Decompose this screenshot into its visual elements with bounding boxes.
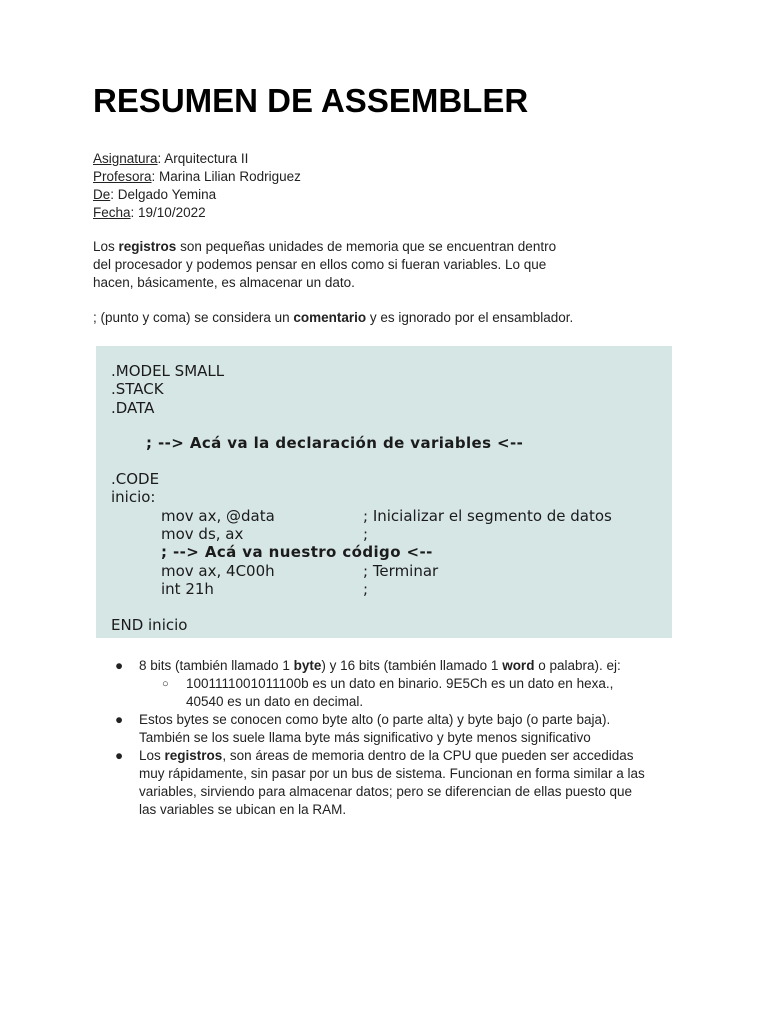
- text-run: ) y 16 bits (también llamado 1: [321, 658, 503, 673]
- code-comment-line: ; --> Acá va nuestro código <--: [161, 543, 433, 561]
- paragraph-line: hacen, básicamente, es almacenar un dato.: [93, 275, 355, 290]
- text-run: 8 bits (también llamado 1: [139, 658, 294, 673]
- text-run: , son áreas de memoria dentro de la CPU que pueden ser accedidas: [222, 748, 634, 763]
- code-instruction: mov ds, ax: [161, 525, 244, 543]
- document-metadata: [93, 150, 301, 222]
- paragraph-line: del procesador y podemos pensar en ellos como si fueran variables. Lo que: [93, 257, 547, 272]
- code-line: .STACK: [111, 380, 164, 398]
- registers-paragraph: [93, 238, 613, 292]
- bullet-icon: ●: [115, 748, 124, 763]
- code-line: END inicio: [111, 616, 188, 634]
- code-example-box: [96, 346, 672, 638]
- code-line: inicio:: [111, 488, 156, 506]
- bullet-list: [93, 657, 683, 819]
- text-run: ; (punto y coma) se considera un: [93, 310, 294, 325]
- circle-bullet-icon: ○: [162, 678, 169, 690]
- page-title: RESUMEN DE ASSEMBLER: [93, 82, 529, 119]
- text-run: Los: [139, 748, 165, 763]
- meta-value: : Arquitectura II: [157, 151, 249, 166]
- meta-label: Profesora: [93, 169, 152, 184]
- meta-value: : Marina Lilian Rodriguez: [151, 169, 301, 184]
- list-item: [93, 747, 683, 819]
- paragraph-line: [93, 238, 613, 256]
- bullet-icon: ●: [115, 712, 124, 727]
- text-run: o palabra). ej:: [534, 658, 621, 673]
- text-run: y es ignorado por el ensamblador.: [366, 310, 574, 325]
- code-instruction: mov ax, 4C00h: [161, 562, 275, 580]
- code-comment: ;: [363, 580, 369, 598]
- meta-label: Asignatura: [93, 151, 158, 166]
- list-item: [93, 657, 683, 675]
- bold-term: word: [502, 658, 535, 673]
- bullet-line: [139, 747, 683, 765]
- code-comment: ;: [363, 525, 369, 543]
- bullet-line: muy rápidamente, sin pasar por un bus de sistema. Funcionan en forma similar a las: [139, 766, 645, 781]
- code-line: .DATA: [111, 399, 155, 417]
- bullet-line: 1001111001011100b es un dato en binario. 9E5Ch es un dato en hexa.,: [186, 676, 614, 691]
- code-instruction: mov ax, @data: [161, 507, 275, 525]
- code-comment: ; Terminar: [363, 562, 439, 580]
- bullet-line: Estos bytes se conocen como byte alto (o parte alta) y byte bajo (o parte baja).: [139, 712, 611, 727]
- text-run: Los: [93, 239, 119, 254]
- bold-term: byte: [293, 658, 322, 673]
- bullet-icon: ●: [115, 658, 124, 673]
- meta-row-date: [93, 204, 301, 222]
- bullet-line: [139, 657, 683, 675]
- bold-term: comentario: [293, 310, 367, 325]
- bold-term: registros: [118, 239, 177, 254]
- meta-value: : Delgado Yemina: [110, 187, 217, 202]
- meta-row-author: [93, 186, 301, 204]
- bold-term: registros: [164, 748, 223, 763]
- bullet-line: También se los suele llama byte más significativo y byte menos significativo: [139, 730, 591, 745]
- code-line: .CODE: [111, 470, 160, 488]
- code-line: .MODEL SMALL: [111, 362, 225, 380]
- code-comment-line: ; --> Acá va la declaración de variables <--: [146, 434, 524, 452]
- text-run: son pequeñas unidades de memoria que se encuentran dentro: [176, 239, 557, 254]
- meta-row-subject: [93, 150, 301, 168]
- code-comment: ; Inicializar el segmento de datos: [363, 507, 612, 525]
- bullet-line: variables, sirviendo para almacenar datos; pero se diferencian de ellas puesto que: [139, 784, 633, 799]
- comment-paragraph: [93, 309, 653, 327]
- sub-list-item: [93, 675, 683, 711]
- meta-label: De: [93, 187, 111, 202]
- meta-label: Fecha: [93, 205, 131, 220]
- list-item: [93, 711, 683, 747]
- bullet-line: 40540 es un dato en decimal.: [186, 694, 364, 709]
- code-instruction: int 21h: [161, 580, 214, 598]
- bullet-line: las variables se ubican en la RAM.: [139, 802, 347, 817]
- meta-row-teacher: [93, 168, 301, 186]
- meta-value: : 19/10/2022: [130, 205, 206, 220]
